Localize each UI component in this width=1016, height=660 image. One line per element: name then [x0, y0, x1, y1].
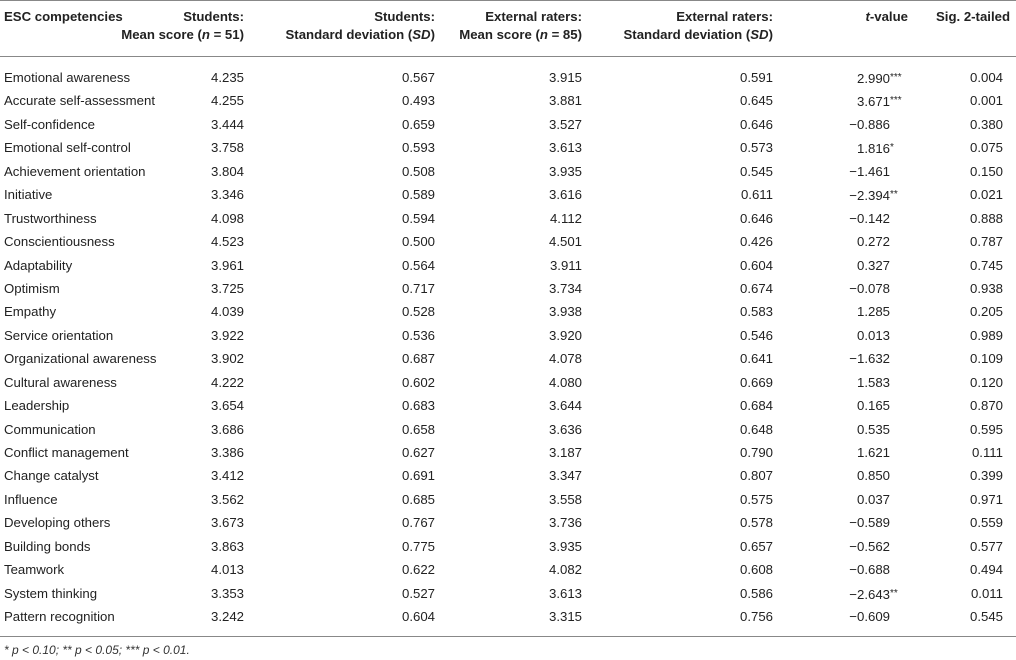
sig-2-tailed-cell: 0.004 — [969, 70, 1003, 85]
external-mean-cell: 4.080 — [548, 374, 582, 390]
external-mean-cell: 4.082 — [548, 562, 582, 578]
students-sd-cell: 0.528 — [401, 304, 435, 320]
sig-2-tailed-cell: 0.001 — [969, 93, 1003, 109]
competency-name: Accurate self-assessment — [4, 93, 155, 109]
external-sd-cell: 0.674 — [739, 280, 773, 296]
students-mean-cell: 3.961 — [210, 257, 244, 273]
competency-name: Emotional self-control — [4, 140, 131, 156]
t-value: 0.165 — [856, 398, 890, 414]
external-sd-cell: 0.586 — [739, 585, 773, 601]
sig-2-tailed-cell: 0.745 — [969, 257, 1003, 273]
students-mean-cell: 3.242 — [210, 609, 244, 625]
students-sd-cell: 0.775 — [401, 538, 435, 554]
t-value: −0.562 — [849, 538, 890, 554]
t-value: −0.688 — [849, 562, 890, 578]
students-mean-cell: 4.255 — [210, 93, 244, 109]
sig-2-tailed-cell: 0.971 — [969, 491, 1003, 507]
external-sd-cell: 0.583 — [739, 304, 773, 320]
students-sd-cell: 0.602 — [401, 374, 435, 390]
t-value: 0.850 — [856, 468, 890, 484]
students-mean-cell: 4.235 — [210, 70, 244, 85]
external-sd-cell: 0.684 — [739, 398, 773, 414]
competency-name: Initiative — [4, 187, 53, 203]
students-sd-cell: 0.500 — [401, 234, 435, 250]
competency-name: Service orientation — [4, 327, 114, 343]
students-mean-cell: 3.902 — [210, 351, 244, 367]
external-mean-cell: 3.315 — [548, 609, 582, 625]
significance-stars: * — [890, 142, 894, 154]
students-sd-cell: 0.564 — [401, 257, 435, 273]
sig-2-tailed-cell: 0.888 — [969, 210, 1003, 226]
external-sd-cell: 0.641 — [739, 351, 773, 367]
table-top-rule — [0, 0, 1016, 1]
competency-name: Cultural awareness — [4, 374, 117, 390]
t-value: 0.535 — [856, 421, 890, 437]
competency-name: Conscientiousness — [4, 234, 115, 250]
students-mean-cell: 3.353 — [210, 585, 244, 601]
external-mean-cell: 3.636 — [548, 421, 582, 437]
external-mean-cell: 3.613 — [548, 140, 582, 156]
sig-2-tailed-cell: 0.120 — [969, 374, 1003, 390]
table-row — [0, 394, 1016, 417]
competency-name: Communication — [4, 421, 96, 437]
students-mean-cell: 3.346 — [210, 187, 244, 203]
t-value: −1.461 — [849, 163, 890, 179]
students-mean-cell: 3.562 — [210, 491, 244, 507]
students-sd-cell: 0.658 — [401, 421, 435, 437]
external-mean-cell: 3.734 — [548, 280, 582, 296]
competency-name: Pattern recognition — [4, 609, 115, 625]
competency-name: Developing others — [4, 515, 111, 531]
students-sd-cell: 0.683 — [401, 398, 435, 414]
external-sd-cell: 0.573 — [739, 140, 773, 156]
table-row — [0, 254, 1016, 277]
header-esc-competencies: ESC competencies — [4, 9, 123, 24]
t-value: 3.671 — [856, 94, 890, 110]
table-row — [0, 347, 1016, 370]
table-row — [0, 230, 1016, 253]
students-mean-cell: 3.686 — [210, 421, 244, 437]
students-mean-cell: 4.523 — [210, 234, 244, 250]
students-mean-cell: 3.444 — [210, 116, 244, 132]
table-row — [0, 183, 1016, 206]
table-body — [0, 66, 1016, 629]
significance-footnote: * p < 0.10; ** p < 0.05; *** p < 0.01. — [4, 643, 190, 657]
external-sd-cell: 0.575 — [739, 491, 773, 507]
students-mean-cell: 3.804 — [210, 163, 244, 179]
header-rule — [0, 56, 1016, 57]
table-row — [0, 535, 1016, 558]
table-row — [0, 488, 1016, 511]
students-sd-cell: 0.604 — [401, 609, 435, 625]
students-sd-cell: 0.536 — [401, 327, 435, 343]
table-bottom-rule — [0, 636, 1016, 637]
students-mean-cell: 3.673 — [210, 515, 244, 531]
external-sd-cell: 0.646 — [739, 210, 773, 226]
competency-name: Teamwork — [4, 562, 65, 578]
students-sd-cell: 0.685 — [401, 491, 435, 507]
sig-2-tailed-cell: 0.021 — [969, 187, 1003, 203]
t-value: −1.632 — [849, 351, 890, 367]
t-value: 0.272 — [856, 234, 890, 250]
table-row — [0, 464, 1016, 487]
students-mean-cell: 3.725 — [210, 280, 244, 296]
significance-stars: *** — [890, 95, 902, 107]
table-row — [0, 136, 1016, 159]
students-mean-cell: 4.098 — [210, 210, 244, 226]
students-sd-cell: 0.508 — [401, 163, 435, 179]
t-value: −0.078 — [849, 280, 890, 296]
students-mean-cell: 3.386 — [210, 445, 244, 460]
t-value: −0.142 — [849, 210, 890, 226]
external-mean-cell: 3.616 — [548, 187, 582, 203]
t-value: −2.394 — [849, 188, 890, 204]
external-mean-cell: 3.644 — [548, 398, 582, 414]
table-row — [0, 277, 1016, 300]
header-t-value: t-value — [865, 9, 908, 24]
external-mean-cell: 3.911 — [549, 257, 582, 273]
significance-stars: *** — [890, 72, 902, 83]
external-sd-cell: 0.608 — [739, 562, 773, 578]
students-mean-cell: 4.039 — [210, 304, 244, 320]
header-students-mean: Students: Mean score (n = 51) — [121, 9, 244, 42]
table-row — [0, 558, 1016, 581]
sig-2-tailed-cell: 0.011 — [970, 585, 1003, 601]
header-students-sd: Students: Standard deviation (SD) — [285, 9, 435, 42]
students-sd-cell: 0.593 — [401, 140, 435, 156]
sig-2-tailed-cell: 0.559 — [969, 515, 1003, 531]
external-sd-cell: 0.790 — [739, 445, 773, 460]
external-sd-cell: 0.545 — [739, 163, 773, 179]
students-sd-cell: 0.622 — [401, 562, 435, 578]
table-row — [0, 441, 1016, 464]
students-sd-cell: 0.567 — [401, 70, 435, 85]
table-row — [0, 66, 1016, 89]
competency-name: Empathy — [4, 304, 57, 320]
competency-name: Leadership — [4, 398, 70, 414]
sig-2-tailed-cell: 0.109 — [969, 351, 1003, 367]
header-external-sd: External raters: Standard deviation (SD) — [623, 9, 773, 42]
competency-name: Conflict management — [4, 445, 129, 460]
external-mean-cell: 3.558 — [548, 491, 582, 507]
external-sd-cell: 0.657 — [739, 538, 773, 554]
students-mean-cell: 3.863 — [210, 538, 244, 554]
sig-2-tailed-cell: 0.870 — [969, 398, 1003, 414]
sig-2-tailed-cell: 0.989 — [969, 327, 1003, 343]
students-mean-cell: 3.654 — [210, 398, 244, 414]
significance-stars: ** — [890, 587, 898, 599]
competency-name: Organizational awareness — [4, 351, 157, 367]
t-value: 0.013 — [856, 327, 890, 343]
external-sd-cell: 0.604 — [739, 257, 773, 273]
external-sd-cell: 0.669 — [739, 374, 773, 390]
table-row — [0, 418, 1016, 441]
external-mean-cell: 3.527 — [548, 116, 582, 132]
external-mean-cell: 4.112 — [549, 210, 582, 226]
table-row — [0, 160, 1016, 183]
competency-name: Trustworthiness — [4, 210, 97, 226]
external-sd-cell: 0.591 — [739, 70, 773, 85]
sig-2-tailed-cell: 0.205 — [969, 304, 1003, 320]
students-sd-cell: 0.493 — [401, 93, 435, 109]
table-row — [0, 511, 1016, 534]
external-mean-cell: 3.938 — [548, 304, 582, 320]
sig-2-tailed-cell: 0.938 — [969, 280, 1003, 296]
external-mean-cell: 3.935 — [548, 538, 582, 554]
table-row — [0, 605, 1016, 628]
external-mean-cell: 3.935 — [548, 163, 582, 179]
competency-name: Optimism — [4, 280, 60, 296]
t-value: −0.589 — [849, 515, 890, 531]
sig-2-tailed-cell: 0.577 — [969, 538, 1003, 554]
external-sd-cell: 0.646 — [739, 116, 773, 132]
external-mean-cell: 3.187 — [548, 445, 582, 460]
sig-2-tailed-cell: 0.545 — [969, 609, 1003, 625]
external-mean-cell: 3.736 — [548, 515, 582, 531]
table-row — [0, 300, 1016, 323]
external-mean-cell: 3.613 — [548, 585, 582, 601]
table-row — [0, 582, 1016, 605]
competency-name: Self-confidence — [4, 116, 95, 132]
students-sd-cell: 0.594 — [401, 210, 435, 226]
external-mean-cell: 3.920 — [548, 327, 582, 343]
competency-name: Adaptability — [4, 257, 73, 273]
students-mean-cell: 3.922 — [210, 327, 244, 343]
external-sd-cell: 0.426 — [739, 234, 773, 250]
sig-2-tailed-cell: 0.787 — [969, 234, 1003, 250]
t-value: −0.609 — [849, 609, 890, 625]
external-mean-cell: 3.347 — [548, 468, 582, 484]
students-mean-cell: 4.222 — [210, 374, 244, 390]
table-row — [0, 371, 1016, 394]
external-sd-cell: 0.648 — [739, 421, 773, 437]
students-mean-cell: 3.412 — [210, 468, 244, 484]
table-row — [0, 89, 1016, 112]
competency-name: Emotional awareness — [4, 70, 131, 85]
external-sd-cell: 0.611 — [740, 187, 773, 203]
header-external-mean: External raters: Mean score (n = 85) — [459, 9, 582, 42]
sig-2-tailed-cell: 0.111 — [971, 445, 1003, 460]
table-row — [0, 324, 1016, 347]
competency-name: Achievement orientation — [4, 163, 146, 179]
competency-name: System thinking — [4, 585, 98, 601]
students-sd-cell: 0.659 — [401, 116, 435, 132]
t-value: 1.816 — [856, 141, 890, 157]
students-sd-cell: 0.691 — [401, 468, 435, 484]
t-value: 0.327 — [856, 257, 890, 273]
competency-name: Influence — [4, 491, 58, 507]
students-mean-cell: 3.758 — [210, 140, 244, 156]
sig-2-tailed-cell: 0.595 — [969, 421, 1003, 437]
significance-stars: ** — [890, 189, 898, 201]
external-sd-cell: 0.756 — [739, 609, 773, 625]
external-sd-cell: 0.546 — [739, 327, 773, 343]
students-sd-cell: 0.589 — [401, 187, 435, 203]
t-value: 1.583 — [856, 374, 890, 390]
sig-2-tailed-cell: 0.075 — [969, 140, 1003, 156]
table-row — [0, 113, 1016, 136]
t-value: −0.886 — [849, 116, 890, 132]
external-sd-cell: 0.807 — [739, 468, 773, 484]
external-mean-cell: 3.881 — [548, 93, 582, 109]
students-sd-cell: 0.527 — [401, 585, 435, 601]
sig-2-tailed-cell: 0.399 — [969, 468, 1003, 484]
external-sd-cell: 0.578 — [739, 515, 773, 531]
t-value: 1.285 — [856, 304, 890, 320]
competency-name: Change catalyst — [4, 468, 99, 484]
students-sd-cell: 0.627 — [401, 445, 435, 460]
external-mean-cell: 4.078 — [548, 351, 582, 367]
students-sd-cell: 0.717 — [401, 280, 435, 296]
external-mean-cell: 3.915 — [548, 70, 582, 85]
t-value: −2.643 — [849, 586, 890, 602]
external-mean-cell: 4.501 — [548, 234, 582, 250]
students-sd-cell: 0.767 — [401, 515, 435, 531]
students-sd-cell: 0.687 — [401, 351, 435, 367]
students-mean-cell: 4.013 — [210, 562, 244, 578]
table-row — [0, 207, 1016, 230]
t-value: 1.621 — [856, 445, 890, 460]
sig-2-tailed-cell: 0.494 — [969, 562, 1003, 578]
sig-2-tailed-cell: 0.380 — [969, 116, 1003, 132]
t-value: 0.037 — [856, 491, 890, 507]
t-value: 2.990 — [856, 71, 890, 86]
competency-name: Building bonds — [4, 538, 91, 554]
header-sig-2-tailed: Sig. 2-tailed — [935, 9, 1010, 24]
sig-2-tailed-cell: 0.150 — [969, 163, 1003, 179]
external-sd-cell: 0.645 — [739, 93, 773, 109]
